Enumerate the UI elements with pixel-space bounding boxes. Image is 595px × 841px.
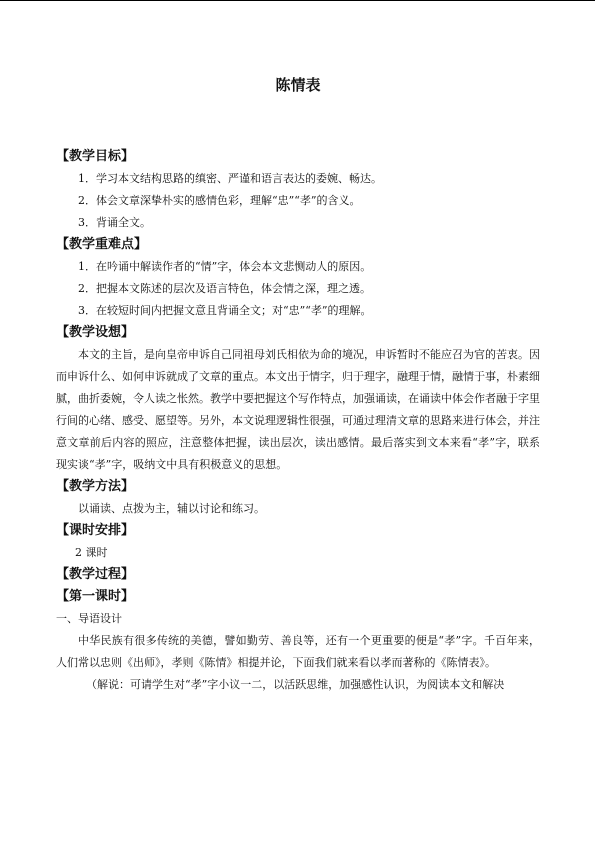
- objective-item: 1．学习本文结构思路的缜密、严谨和语言表达的委婉、畅达。: [78, 172, 382, 185]
- section-concept: [56, 322, 540, 476]
- schedule-text: 2 课时: [75, 546, 108, 559]
- section-objectives: [56, 146, 540, 234]
- section-heading-concept: 【教学设想】: [56, 325, 135, 340]
- section-heading-process: 【教学过程】: [56, 567, 135, 582]
- key-point-item: 3．在较短时间内把握文意且背诵全文；对“忠”“孝”的理解。: [78, 304, 372, 317]
- section-method: [56, 476, 540, 520]
- section-heading-method: 【教学方法】: [56, 479, 135, 494]
- section-key-points: [56, 234, 540, 322]
- section-first-lesson: [56, 586, 540, 696]
- section-heading-schedule: 【课时安排】: [56, 523, 135, 538]
- key-point-item: 2．把握本文陈述的层次及语言特色，体会情之深，理之透。: [78, 282, 371, 295]
- lesson-subheading: 一、导语设计: [56, 612, 122, 625]
- section-process: [56, 564, 540, 586]
- section-heading-first-lesson: 【第一课时】: [56, 589, 135, 604]
- document-page: [56, 74, 540, 696]
- objective-item: 2．体会文章深挚朴实的感情色彩，理解“忠”“孝”的含义。: [78, 194, 361, 207]
- section-schedule: [56, 520, 540, 564]
- section-heading-key-points: 【教学重难点】: [56, 237, 148, 252]
- concept-paragraph: 本文的主旨，是向皇帝申诉自己同祖母刘氏相依为命的境况，申诉暂时不能应召为官的苦衷。因而申诉什么、如何申诉就成了文章的重点。本文出于情字，归于理字，融理于情，融情于事，朴素细腻，曲折委婉，令人读之怅然。教学中要把握这个写作特点，加强诵读，在诵读中体会作者融于字里行间的心绪、感受、愿望等。另外，本文说理逻辑性很强，可通过理清文章的思路来进行体会，并注意文章前后内容的照应，注意整体把握，读出层次，读出感情。最后落实到文本来看“孝”字，联系现实谈“孝”字，吸纳文中具有积极意义的思想。: [56, 348, 540, 471]
- note-paragraph: （解说：可请学生对“孝”字小议一二，以活跃思维，加强感性认识，为阅读本文和解决: [86, 678, 505, 691]
- document-title: 陈情表: [275, 76, 321, 94]
- section-heading-objectives: 【教学目标】: [56, 149, 135, 164]
- top-rule: [0, 0, 595, 1]
- key-point-item: 1．在吟诵中解读作者的“情”字，体会本文悲恻动人的原因。: [78, 260, 372, 273]
- method-text: 以诵读、点拨为主，辅以讨论和练习。: [78, 502, 265, 515]
- objective-item: 3．背诵全文。: [78, 216, 151, 229]
- intro-paragraph: 中华民族有很多传统的美德，譬如勤劳、善良等，还有一个更重要的便是“孝”字。千百年来，人们常以忠则《出师》，孝则《陈情》相提并论，下面我们就来看以孝而著称的《陈情表》。: [56, 634, 540, 669]
